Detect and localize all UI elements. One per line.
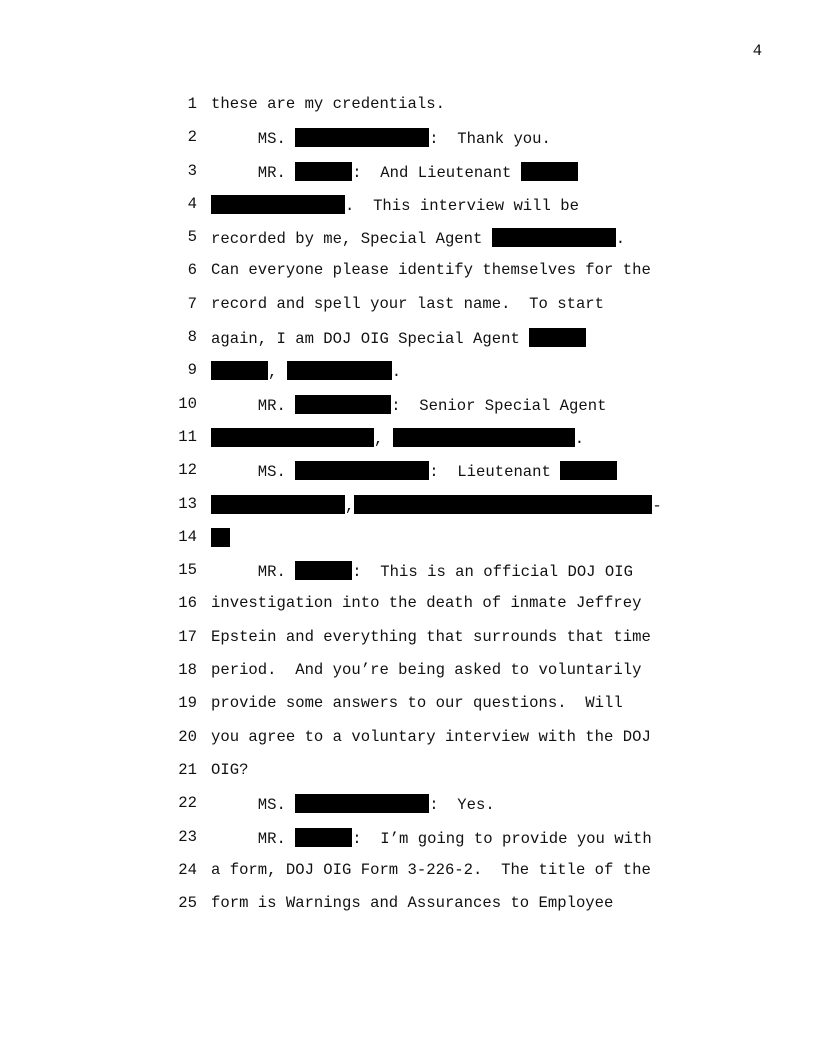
line-text: : Yes.: [429, 796, 495, 815]
line-text: investigation into the death of inmate Jeffrey: [211, 594, 642, 613]
line-text: -: [652, 496, 662, 515]
line-text: recorded by me, Special Agent: [211, 230, 492, 249]
line-text: .: [615, 230, 626, 249]
transcript-line: [0, 558, 816, 591]
line-text: MS.: [211, 130, 296, 149]
line-text: . This interview will be: [345, 196, 579, 215]
line-text: .: [574, 429, 585, 448]
line-number: 1: [187, 95, 197, 113]
line-text: Epstein and everything that surrounds that time: [211, 627, 651, 646]
line-text: MS.: [211, 463, 296, 482]
line-number: 2: [187, 128, 197, 147]
line-text: MR.: [211, 163, 296, 182]
transcript-line: [0, 258, 816, 291]
redaction-block: [211, 428, 374, 447]
redaction-block: [521, 162, 578, 181]
transcript-line: [0, 458, 816, 491]
line-number: 19: [178, 694, 197, 713]
line-text: MR.: [211, 396, 296, 415]
transcript-line: [0, 591, 816, 624]
transcript-line: [0, 225, 816, 258]
transcript-line: [0, 125, 816, 158]
line-number: 23: [178, 827, 197, 846]
redaction-block: [211, 195, 345, 214]
line-text: : Thank you.: [429, 130, 551, 149]
line-text: ,: [268, 363, 287, 382]
transcript-line: [0, 758, 816, 791]
transcript-line: [0, 625, 816, 658]
line-text: these are my credentials.: [211, 95, 445, 113]
line-text: MR.: [211, 829, 296, 848]
transcript-line: [0, 392, 816, 425]
redaction-block: [393, 428, 575, 447]
transcript-body: [0, 92, 816, 924]
line-text: OIG?: [211, 760, 249, 779]
transcript-line: [0, 492, 816, 525]
line-number: 21: [178, 760, 197, 779]
line-number: 11: [178, 427, 197, 446]
line-number: 18: [178, 661, 197, 680]
transcript-line: [0, 891, 816, 924]
redaction-block: [529, 328, 586, 347]
line-number: 24: [178, 860, 197, 879]
redaction-block: [560, 461, 617, 480]
line-number: 15: [178, 561, 197, 580]
line-text: ,: [345, 496, 355, 515]
line-text: : This is an official DOJ OIG: [352, 563, 633, 582]
transcript-line: [0, 825, 816, 858]
redaction-block: [295, 162, 352, 181]
line-number: 7: [187, 294, 197, 313]
line-text: you agree to a voluntary interview with the DOJ: [211, 727, 651, 746]
line-number: 17: [178, 627, 197, 646]
line-text: ,: [374, 429, 393, 448]
line-text: a form, DOJ OIG Form 3-226-2. The title of the: [211, 860, 651, 879]
transcript-line: [0, 691, 816, 724]
line-text: again, I am DOJ OIG Special Agent: [211, 330, 530, 349]
line-number: 20: [178, 727, 197, 746]
redaction-block: [295, 561, 352, 580]
transcript-line: [0, 325, 816, 358]
redaction-block: [295, 828, 352, 847]
line-number: 14: [178, 527, 197, 546]
transcript-line: [0, 858, 816, 891]
line-text: : I’m going to provide you with: [352, 829, 652, 848]
transcript-line: [0, 791, 816, 824]
line-text: MS.: [211, 796, 296, 815]
line-text: .: [391, 363, 402, 382]
line-text: MR.: [211, 563, 296, 582]
transcript-line: [0, 525, 816, 558]
redaction-block: [295, 128, 429, 147]
page-number: 4: [752, 42, 762, 60]
redaction-block: [295, 461, 429, 480]
line-number: 22: [178, 794, 197, 813]
redaction-block: [287, 361, 392, 380]
line-number: 3: [187, 161, 197, 180]
redaction-block: [211, 361, 268, 380]
line-number: 6: [187, 261, 197, 280]
redaction-block: [295, 794, 429, 813]
transcript-line: [0, 159, 816, 192]
line-number: 4: [187, 194, 197, 213]
redaction-block: [492, 228, 616, 247]
line-number: 12: [178, 461, 197, 480]
transcript-line: [0, 192, 816, 225]
transcript-line: [0, 425, 816, 458]
line-text: form is Warnings and Assurances to Employee: [211, 894, 614, 913]
line-text: period. And you’re being asked to voluntarily: [211, 661, 642, 680]
redaction-block: [354, 495, 652, 514]
line-number: 16: [178, 594, 197, 613]
line-number: 13: [178, 494, 197, 513]
transcript-line: [0, 292, 816, 325]
redaction-block: [211, 495, 345, 514]
line-text: : And Lieutenant: [352, 163, 521, 182]
transcript-line: [0, 658, 816, 691]
line-number: 9: [187, 361, 197, 380]
transcript-line: [0, 725, 816, 758]
redaction-block: [211, 528, 230, 547]
line-text: Can everyone please identify themselves for the: [211, 261, 651, 280]
line-text: provide some answers to our questions. Will: [211, 694, 623, 713]
line-number: 8: [187, 328, 197, 347]
line-number: 25: [178, 894, 197, 913]
line-text: : Senior Special Agent: [391, 396, 607, 415]
redaction-block: [295, 395, 391, 414]
line-text: : Lieutenant: [429, 463, 561, 482]
line-number: 10: [178, 394, 197, 413]
transcript-line: [0, 92, 816, 125]
line-number: 5: [187, 228, 197, 247]
transcript-line: [0, 358, 816, 391]
line-text: record and spell your last name. To start: [211, 294, 605, 313]
